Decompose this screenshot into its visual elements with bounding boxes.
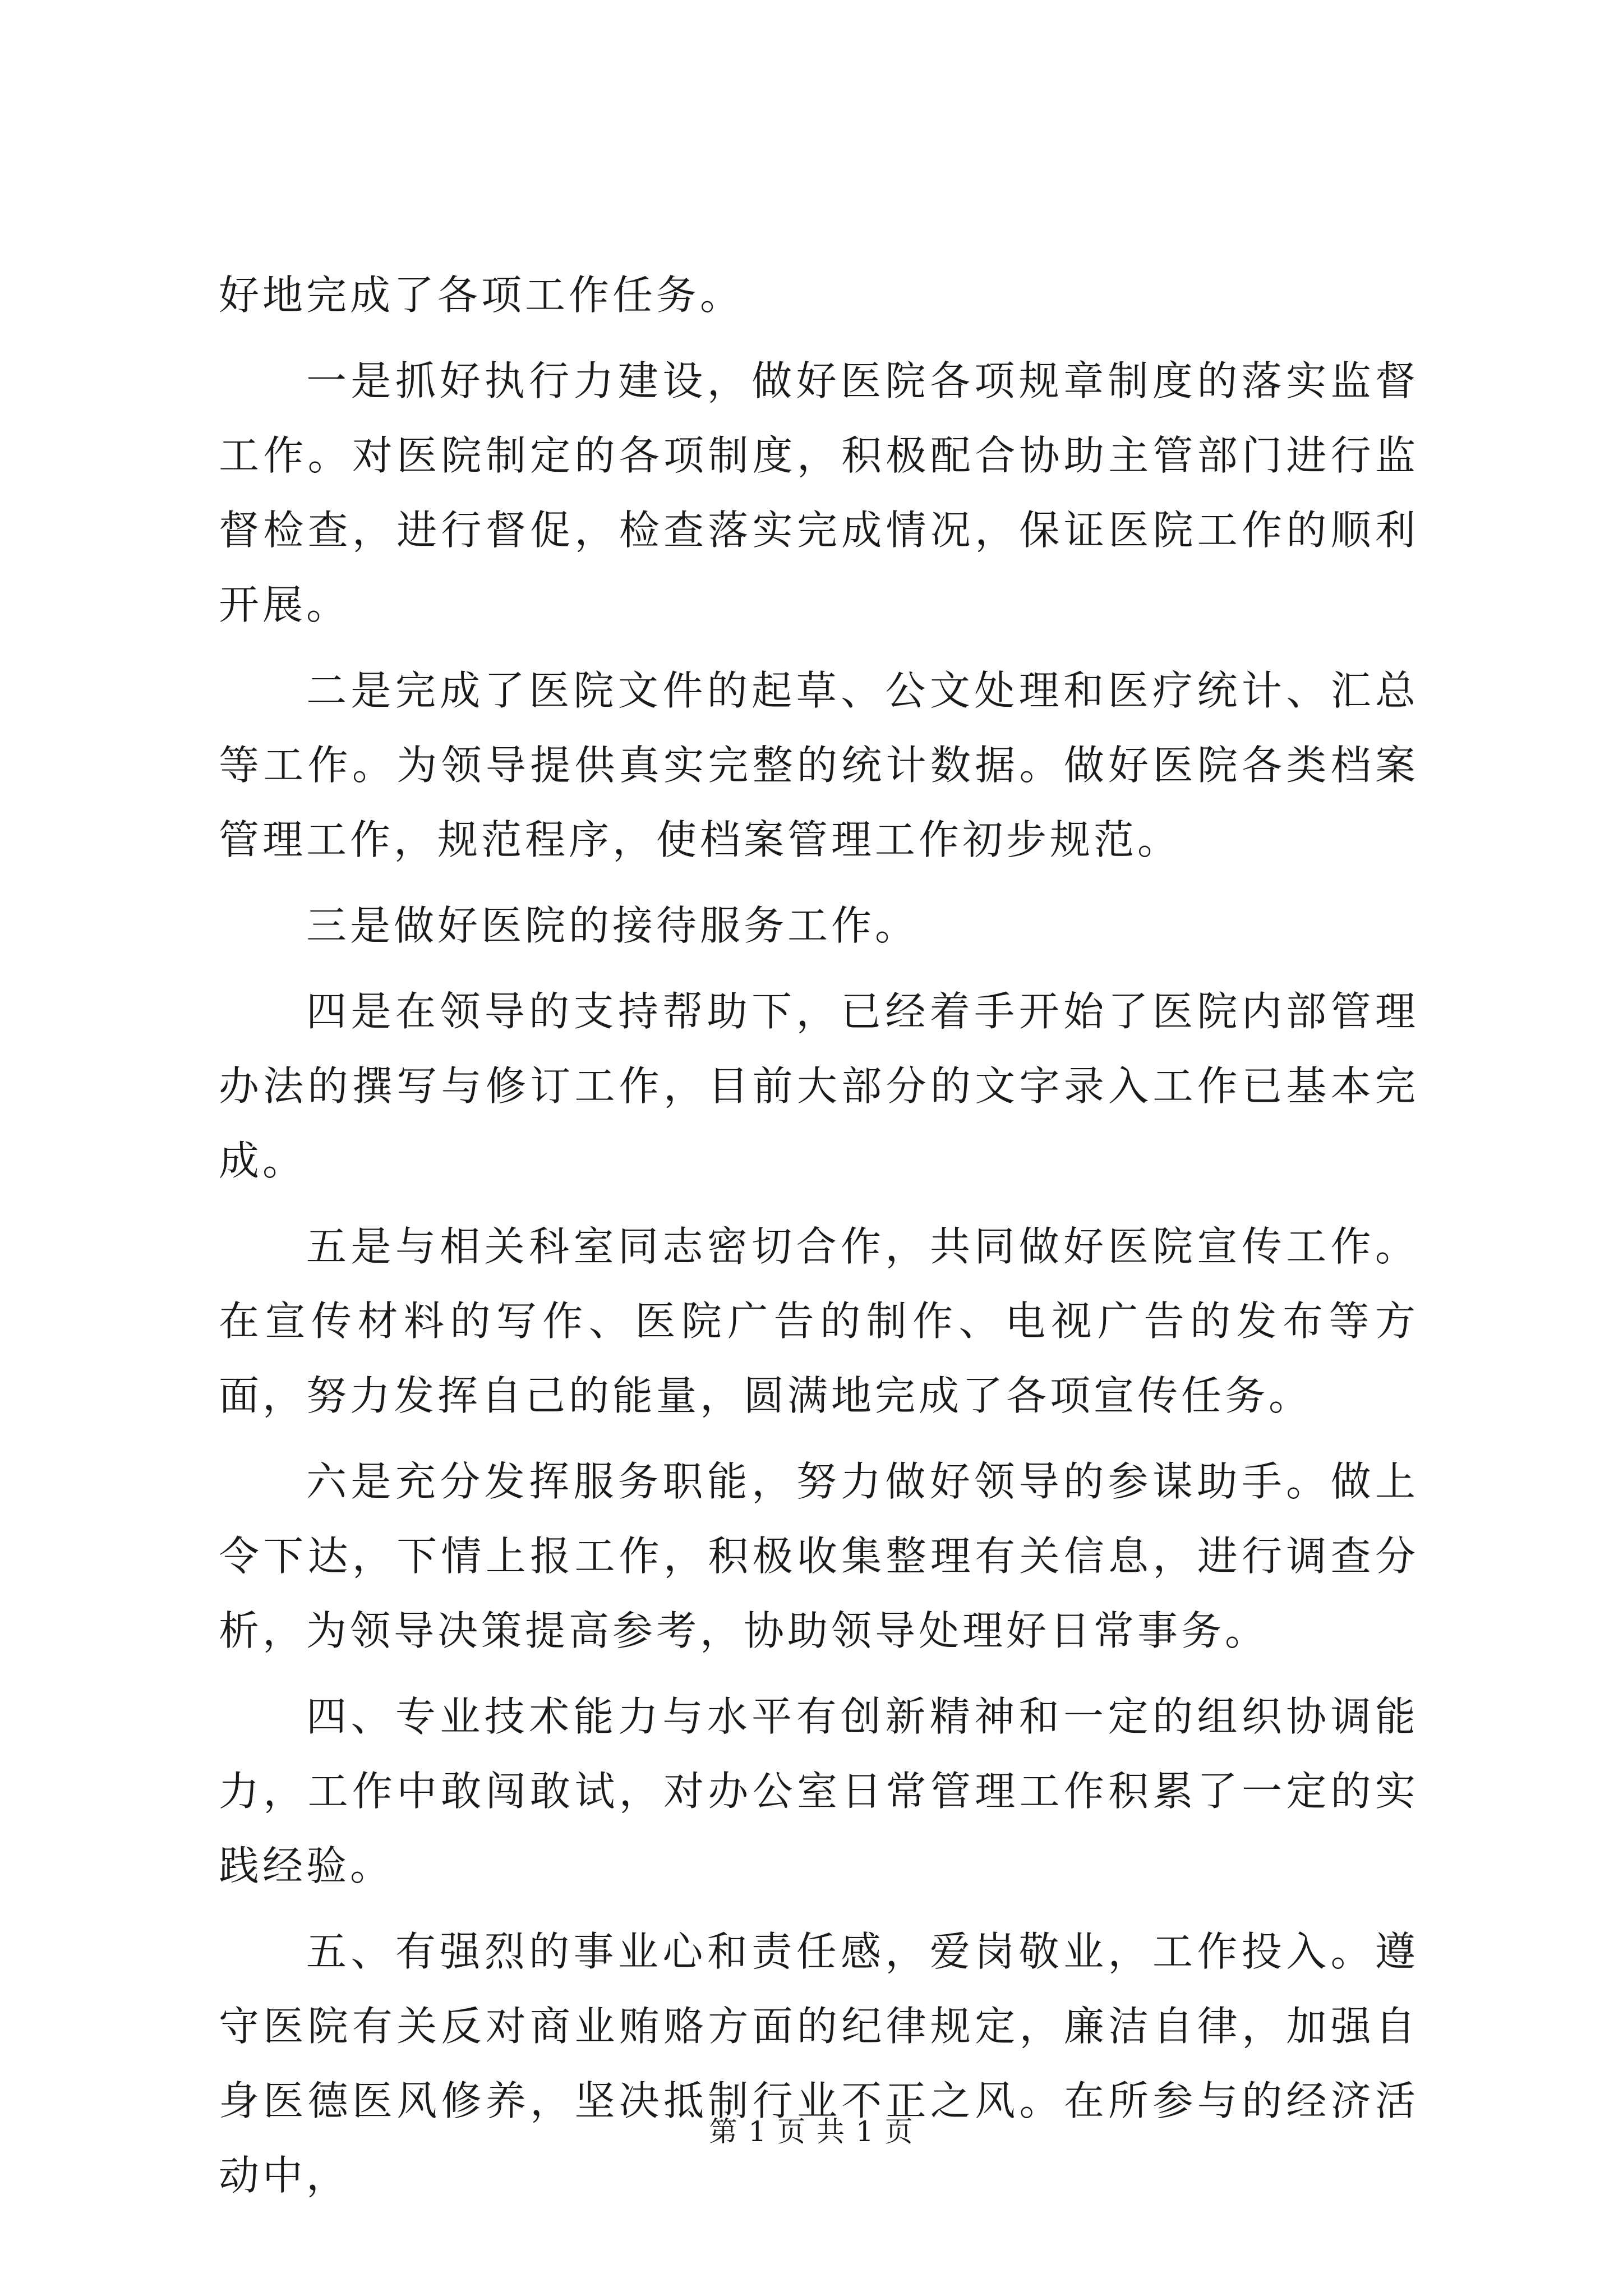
paragraph-continuation: 好地完成了各项工作任务。 [219,272,744,319]
paragraph-section-4: 四、专业技术能力与水平有创新精神和一定的组织协调能力，工作中敢闯敢试，对办公室日常管理工作积累了一定的实践经验。 [219,1693,1419,1889]
paragraph-item-1: 一是抓好执行力建设，做好医院各项规章制度的落实监督工作。对医院制定的各项制度，积极配合协助主管部门进行监督检查，进行督促，检查落实完成情况，保证医院工作的顺利开展。 [219,357,1419,628]
paragraph-item-5: 五是与相关科室同志密切合作，共同做好医院宣传工作。在宣传材料的写作、医院广告的制作、电视广告的发布等方面，努力发挥自己的能量，圆满地完成了各项宣传任务。 [219,1223,1419,1419]
paragraph-item-4: 四是在领导的支持帮助下，已经着手开始了医院内部管理办法的撰写与修订工作，目前大部分的文字录入工作已基本完成。 [219,988,1419,1184]
document-body [219,258,1419,2224]
paragraph-item-2: 二是完成了医院文件的起草、公文处理和医疗统计、汇总等工作。为领导提供真实完整的统计数据。做好医院各类档案管理工作，规范程序，使档案管理工作初步规范。 [219,667,1419,863]
paragraph-item-6: 六是充分发挥服务职能，努力做好领导的参谋助手。做上令下达，下情上报工作，积极收集整理有关信息，进行调查分析，为领导决策提高参考，协助领导处理好日常事务。 [219,1458,1419,1654]
paragraph-item-3: 三是做好医院的接待服务工作。 [306,902,919,949]
paragraph-section-5: 五、有强烈的事业心和责任感，爱岗敬业，工作投入。遵守医院有关反对商业贿赂方面的纪律规定，廉洁自律，加强自身医德医风修养，坚决抵制行业不正之风。在所参与的经济活动中， [219,1928,1419,2199]
page-footer: 第 1 页 共 1 页 [709,2115,914,2148]
